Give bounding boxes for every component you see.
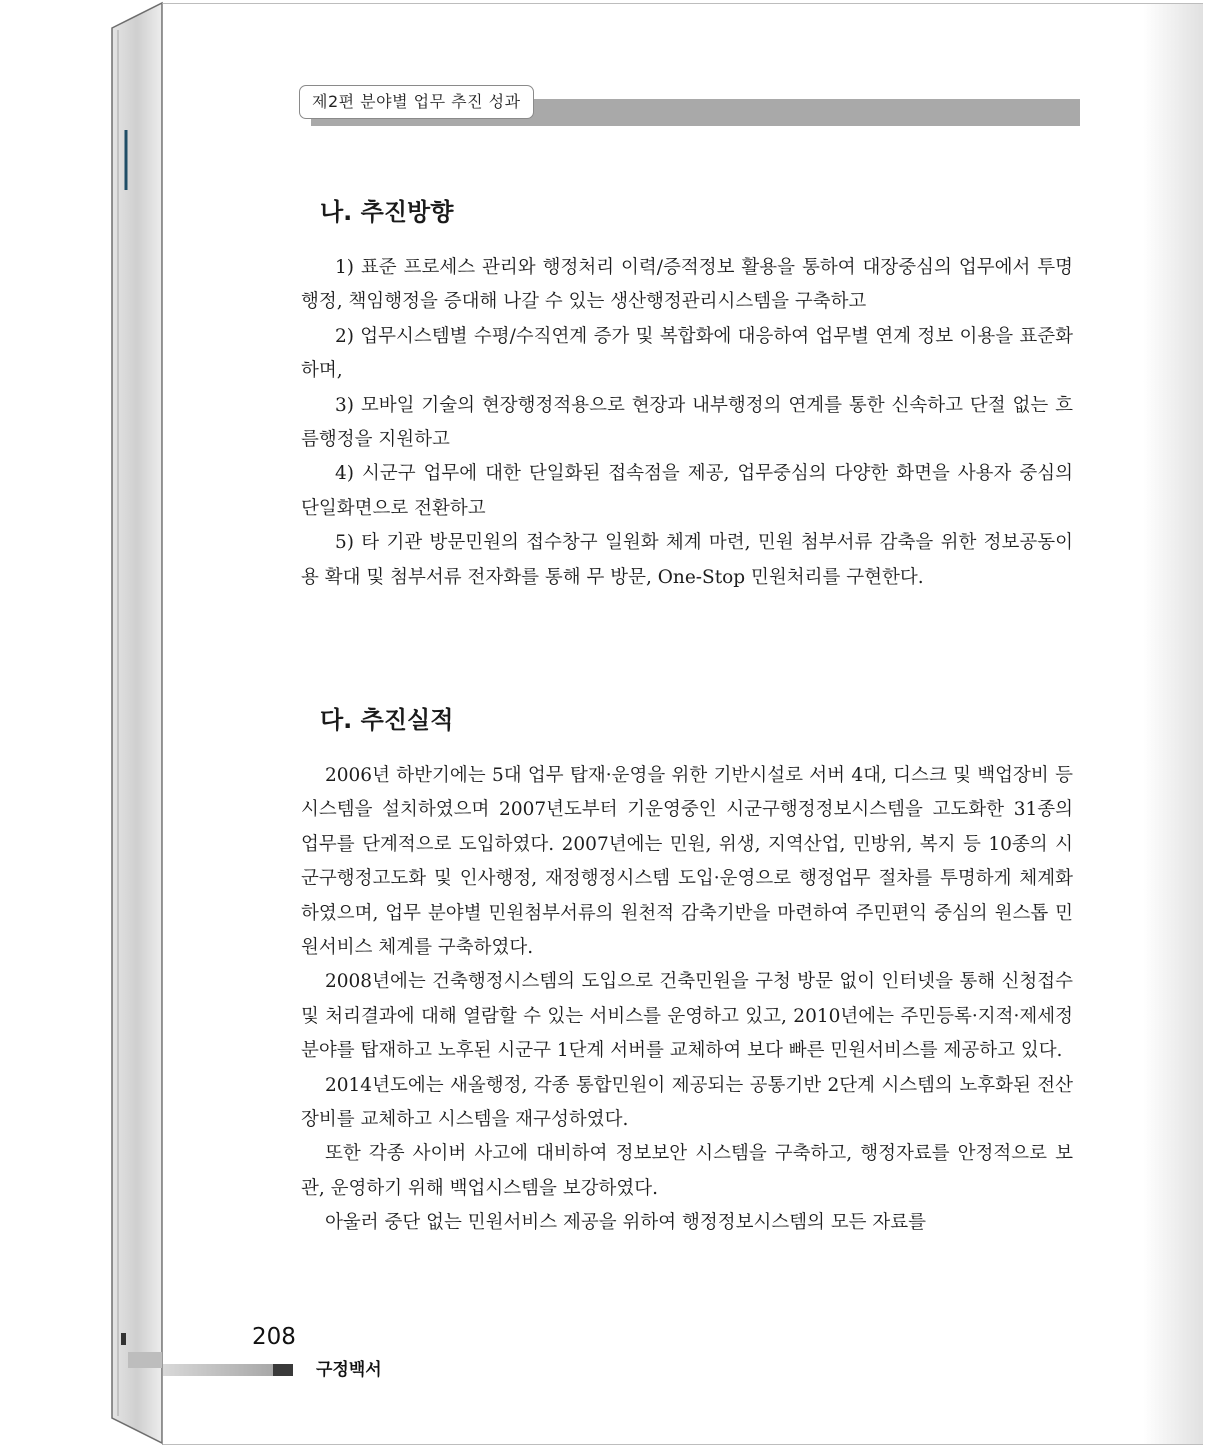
header-tab-label: 제2편 분야별 업무 추진 성과 [299,85,534,119]
section-title-direction: 나. 추진방향 [320,198,454,226]
footer-bar [163,1364,273,1376]
results-paragraph: 2014년도에는 새올행정, 각종 통합민원이 제공되는 공통기반 2단계 시스템의 노후화된 전산장비를 교체하고 시스템을 재구성하였다. [301,1074,1073,1131]
footer-bar-marker [273,1364,293,1376]
footer-book-title: 구정백서 [316,1360,382,1380]
direction-body [301,251,1073,595]
page-number: 208 [252,1324,296,1350]
results-paragraph: 또한 각종 사이버 사고에 대비하여 정보보안 시스템을 구축하고, 행정자료를 안정적으로 보관, 운영하기 위해 백업시스템을 보강하였다. [301,1143,1073,1199]
direction-paragraph: 3) 모바일 기술의 현장행정적용으로 현장과 내부행정의 연계를 통한 신속하고 단절 없는 흐름행정을 지원하고 [301,394,1073,451]
direction-paragraph: 4) 시군구 업무에 대한 단일화된 접속점을 제공, 업무중심의 다양한 화면을 사용자 중심의 단일화면으로 전환하고 [301,463,1073,519]
running-header [299,85,1080,127]
direction-paragraph: 1) 표준 프로세스 관리와 행정처리 이력/증적정보 활용을 통하여 대장중심의 업무에서 투명행정, 책임행정을 증대해 나갈 수 있는 생산행정관리시스템을 구축하고 [301,257,1073,313]
direction-paragraph: 5) 타 기관 방문민원의 접수창구 일원화 체계 마련, 민원 첨부서류 감축을 위한 정보공동이용 확대 및 첨부서류 전자화를 통해 무 방문, One-Stop 민원처리를 구현한다. [301,532,1073,588]
direction-paragraph: 2) 업무시스템별 수평/수직연계 증가 및 복합화에 대응하여 업무별 연계 정보 이용을 표준화하며, [301,325,1073,382]
results-paragraph: 2008년에는 건축행정시스템의 도입으로 건축민원을 구청 방문 없이 인터넷을 통해 신청접수 및 처리결과에 대해 열람할 수 있는 서비스를 운영하고 있고, 2010년에는 주민등록·지적·제세정 분야를 탑재하고 노후된 시군구 1단계 서버를 교체하여 보다 빠른 민원서비스를 제공하고 있다. [301,971,1073,1062]
results-paragraph: 아울러 중단 없는 민원서비스 제공을 위하여 행정정보시스템의 모든 자료를 [325,1212,927,1234]
results-paragraph: 2006년 하반기에는 5대 업무 탑재·운영을 위한 기반시설로 서버 4대, 디스크 및 백업장비 등 시스템을 설치하였으며 2007년도부터 기운영중인 시군구행정정보시스템을 고도화한 31종의 업무를 단계적으로 도입하였다. 2007년에는 민원, 위생, 지역산업, 민방위, 복지 등 10종의 시군구행정고도화 및 인사행정, 재정행정시스템 도입·운영으로 행정업무 절차를 투명하게 체계화하였으며, 업무 분야별 민원첨부서류의 원천적 감축기반을 마련하여 주민편익 중심의 원스톱 민원서비스 체계를 구축하였다. [301,765,1073,959]
section-title-results: 다. 추진실적 [320,706,454,734]
results-body [301,759,1073,1241]
page-edge-shadow [1143,4,1203,1444]
